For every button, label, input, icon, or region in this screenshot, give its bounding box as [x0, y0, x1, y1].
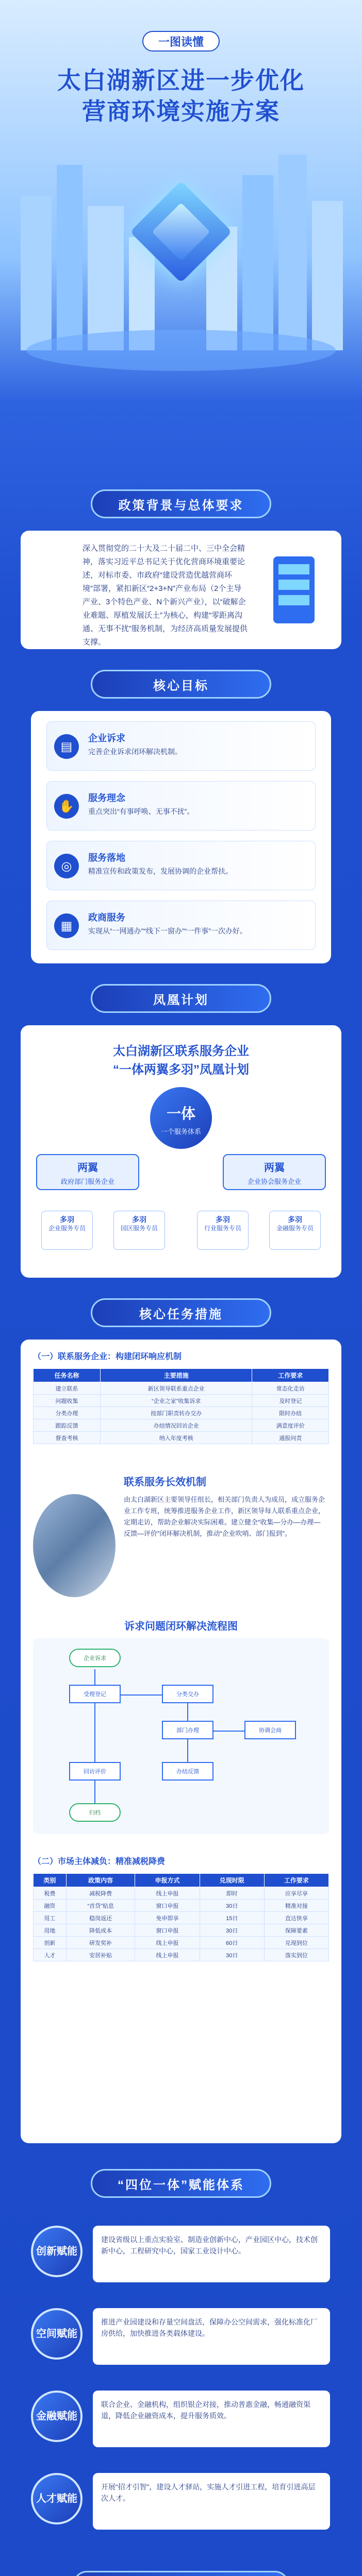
target-icon: ◎ — [54, 854, 79, 878]
table-cell: 精准对接 — [264, 1900, 328, 1912]
table-cell: 办结情况回访企业 — [101, 1419, 252, 1432]
table-cell: 稳岗返还 — [66, 1912, 135, 1924]
table-cell: 用地 — [34, 1924, 67, 1937]
plan-wing-desc: 企业协会服务企业 — [247, 1178, 301, 1185]
goal-item — [46, 781, 316, 831]
table-cell: 建立联系 — [34, 1382, 101, 1395]
table-header: 任务名称 — [34, 1369, 101, 1382]
four-item-desc: 开展“招才引智”，建设人才驿站，实施人才引进工程，培育引进高层次人才。 — [93, 2473, 330, 2530]
goal-title: 政商服务 — [88, 912, 125, 923]
plan-wing-left — [36, 1154, 139, 1190]
plan-wing-desc: 政府部门服务企业 — [60, 1178, 114, 1185]
table-cell: 30日 — [200, 1900, 264, 1912]
plan-feather — [269, 1211, 321, 1250]
four-item-desc: 建设省级以上重点实验室、制造业创新中心，产业园区中心，技术创新中心，工程研究中心，国家工业设计中心。 — [93, 2226, 330, 2282]
table-cell: 窗口申报 — [135, 1924, 200, 1937]
table-header: 类别 — [34, 1874, 67, 1887]
table-row — [34, 1949, 329, 1961]
table-cell: 按部门职责转办交办 — [101, 1407, 252, 1419]
flow-title: 诉求问题闭环解决流程图 — [124, 1621, 238, 1632]
table-header: 申报方式 — [135, 1874, 200, 1887]
table-cell: 即时 — [200, 1887, 264, 1900]
four-item-name: 创新赋能 — [31, 2226, 83, 2277]
flow-node: 办结反馈 — [162, 1762, 213, 1781]
tasks-sub1: （一）联系服务企业：构建闭环响应机制 — [33, 1352, 182, 1361]
feather-title: 多羽 — [288, 1215, 302, 1224]
four-item — [31, 2380, 331, 2458]
goal-item — [46, 721, 316, 771]
goal-desc: 完善企业诉求闭环解决机制。 — [88, 748, 182, 756]
four-item — [31, 2298, 331, 2375]
table-header: 工作要求 — [252, 1369, 329, 1382]
goal-title: 企业诉求 — [88, 733, 125, 743]
table-cell: 兑现到位 — [264, 1937, 328, 1949]
four-item — [31, 2215, 331, 2293]
plan-wing-title: 两翼 — [77, 1162, 98, 1174]
table-row — [34, 1900, 329, 1912]
table-row — [34, 1395, 329, 1407]
feather-title: 多羽 — [132, 1215, 146, 1224]
hero-title-line2: 营商环境实施方案 — [82, 98, 280, 125]
section-header-four: “四位一体”赋能体系 — [91, 2169, 271, 2198]
flow-node: 回访评价 — [69, 1762, 121, 1781]
table-cell: 税费 — [34, 1887, 67, 1900]
table-cell: “首贷”贴息 — [66, 1900, 135, 1912]
background-card — [21, 531, 341, 649]
plan-feather — [113, 1211, 165, 1250]
plan-card — [21, 1025, 341, 1278]
table-cell: 限时办结 — [252, 1407, 329, 1419]
hero — [0, 0, 362, 464]
table-cell: 创新 — [34, 1937, 67, 1949]
goal-desc: 重点突出“有事呼唤、无事不扰”。 — [88, 807, 194, 816]
tasks-table1 — [33, 1368, 329, 1444]
plan-title-line1: 太白湖新区联系服务企业 — [113, 1044, 249, 1058]
flow-node: 协调会商 — [244, 1721, 296, 1739]
flow-node: 分类交办 — [162, 1685, 213, 1703]
section-header-tasks: 核心任务措施 — [91, 1298, 271, 1327]
table-cell: 线上申报 — [135, 1887, 200, 1900]
table-header: 工作要求 — [264, 1874, 328, 1887]
table-cell: 15日 — [200, 1912, 264, 1924]
table-row — [34, 1887, 329, 1900]
handshake-icon: ✋ — [54, 794, 79, 819]
table-row — [34, 1912, 329, 1924]
tasks-sub2: （二）市场主体减负：精准减税降费 — [33, 1857, 166, 1866]
four-item-desc: 联合企业、金融机构，组织银企对接，推动普惠金融，畅通融资渠道，降低企业融资成本，提升服务质效。 — [93, 2391, 330, 2447]
section-header-goals: 核心目标 — [91, 670, 271, 699]
table-row — [34, 1382, 329, 1395]
table-cell: 60日 — [200, 1937, 264, 1949]
plan-feather — [197, 1211, 249, 1250]
four-item-name: 人才赋能 — [31, 2473, 83, 2524]
table-cell: 及时登记 — [252, 1395, 329, 1407]
goal-item — [46, 901, 316, 950]
goal-title: 服务落地 — [88, 853, 125, 863]
section-header-background: 政策背景与总体要求 — [91, 489, 271, 518]
mechanism-photo — [33, 1494, 116, 1597]
feather-desc: 金融服务专员 — [276, 1225, 314, 1232]
tasks-card — [21, 1340, 341, 2143]
mechanism-title: 联系服务长效机制 — [124, 1477, 206, 1488]
table-cell: 落实到位 — [264, 1949, 328, 1961]
feather-desc: 企业服务专员 — [48, 1225, 86, 1232]
table-cell: 减税降费 — [66, 1887, 135, 1900]
table-cell: 人才 — [34, 1949, 67, 1961]
table-cell: 直达快享 — [264, 1912, 328, 1924]
four-item-desc: 推进产业园建设和存量空间盘活，保障办公空间需求，强化标准化厂房供给，加快推进各类载体建设。 — [93, 2308, 330, 2365]
section-header-online — [73, 2571, 289, 2576]
four-item-name: 金融赋能 — [31, 2391, 83, 2442]
plan-wing-right — [223, 1154, 326, 1190]
section-header-plan: 凤凰计划 — [91, 984, 271, 1013]
table-cell: 研发奖补 — [66, 1937, 135, 1949]
table-cell: 跟踪反馈 — [34, 1419, 101, 1432]
plan-core-circle — [150, 1087, 212, 1149]
flow-node: 企业诉求 — [69, 1649, 121, 1667]
table-cell: 应享尽享 — [264, 1887, 328, 1900]
table-cell: 分类办理 — [34, 1407, 101, 1419]
plan-wing-title: 两翼 — [264, 1162, 285, 1174]
table-cell: 问题收集 — [34, 1395, 101, 1407]
table-cell: 窗口申报 — [135, 1900, 200, 1912]
feather-desc: 园区服务专员 — [120, 1225, 158, 1232]
goal-desc: 精准宣传和政策发布，发展协调的企业帮扶。 — [88, 867, 233, 875]
table-cell: 通报问责 — [252, 1432, 329, 1444]
plan-core-desc: 一个服务体系 — [160, 1128, 201, 1136]
table-cell: 降低成本 — [66, 1924, 135, 1937]
table-cell: 保障要素 — [264, 1924, 328, 1937]
flowchart — [33, 1638, 329, 1834]
table-cell: 督查考核 — [34, 1432, 101, 1444]
plan-feather — [41, 1211, 93, 1250]
table-cell: 常态化走访 — [252, 1382, 329, 1395]
hero-badge: 一图读懂 — [142, 31, 220, 52]
table-cell: 新区领导联系重点企业 — [101, 1382, 252, 1395]
table-row — [34, 1924, 329, 1937]
four-item — [31, 2463, 331, 2540]
flow-node: 部门办理 — [162, 1721, 213, 1739]
table-row — [34, 1407, 329, 1419]
table-cell: 满意度评价 — [252, 1419, 329, 1432]
table-cell: 免申即享 — [135, 1912, 200, 1924]
table-cell: 30日 — [200, 1924, 264, 1937]
table-cell: 纳入年度考核 — [101, 1432, 252, 1444]
table-cell: 线上申报 — [135, 1937, 200, 1949]
table-cell: “企业之家”收集诉求 — [101, 1395, 252, 1407]
building-icon: ▦ — [54, 913, 79, 938]
flow-node: 受理登记 — [69, 1685, 121, 1703]
document-icon: ▤ — [54, 734, 79, 759]
table-cell: 30日 — [200, 1949, 264, 1961]
mechanism-text: 由太白湖新区主要领导任组长，相关部门负责人为成员，成立服务企业工作专班，统筹推进服务企业工作，新区领导每人联系重点企业，定期走访，帮助企业解决实际困难。建立健全“收集—分办—办理—反馈—评价”闭环解决机制，推动“企业吹哨、部门报到”。 — [124, 1496, 325, 1537]
goal-desc: 实现从“一网通办”“线下一窗办”“一件事”一次办好。 — [88, 927, 247, 935]
table-row — [34, 1419, 329, 1432]
feather-title: 多羽 — [216, 1215, 230, 1224]
table-header: 兑现时限 — [200, 1874, 264, 1887]
server-illustration — [258, 546, 330, 634]
tasks-table2 — [33, 1873, 329, 1961]
four-item-name: 空间赋能 — [31, 2308, 83, 2360]
flow-node: 归档 — [69, 1803, 121, 1822]
plan-core-title: 一体 — [166, 1106, 195, 1122]
feather-title: 多羽 — [60, 1215, 74, 1224]
table-header: 主要措施 — [101, 1369, 252, 1382]
hero-title-line1: 太白湖新区进一步优化 — [57, 67, 305, 94]
table-header: 政策内容 — [66, 1874, 135, 1887]
table-cell: 融资 — [34, 1900, 67, 1912]
plan-title-line2: “一体两翼多羽”凤凰计划 — [113, 1063, 249, 1077]
goal-title: 服务理念 — [88, 793, 125, 803]
feather-desc: 行业服务专员 — [204, 1225, 241, 1232]
table-cell: 线上申报 — [135, 1949, 200, 1961]
table-row — [34, 1432, 329, 1444]
table-row — [34, 1937, 329, 1949]
table-cell: 安居补贴 — [66, 1949, 135, 1961]
goal-item — [46, 841, 316, 890]
background-text: 深入贯彻党的二十大及二十届二中、三中全会精神，落实习近平总书记关于优化营商环境重要论述，对标市委、市政府“建设营造优越营商环境”部署，紧扣新区“2+3+N”产业布局（2个主导产业、3个特色产业、N个新兴产业），以“破解企业难题、厚植发展沃土”为核心，构建“零距离沟通、无事不扰”服务机制，为经济高质量发展提供支撑。 — [83, 544, 248, 647]
table-cell: 用工 — [34, 1912, 67, 1924]
